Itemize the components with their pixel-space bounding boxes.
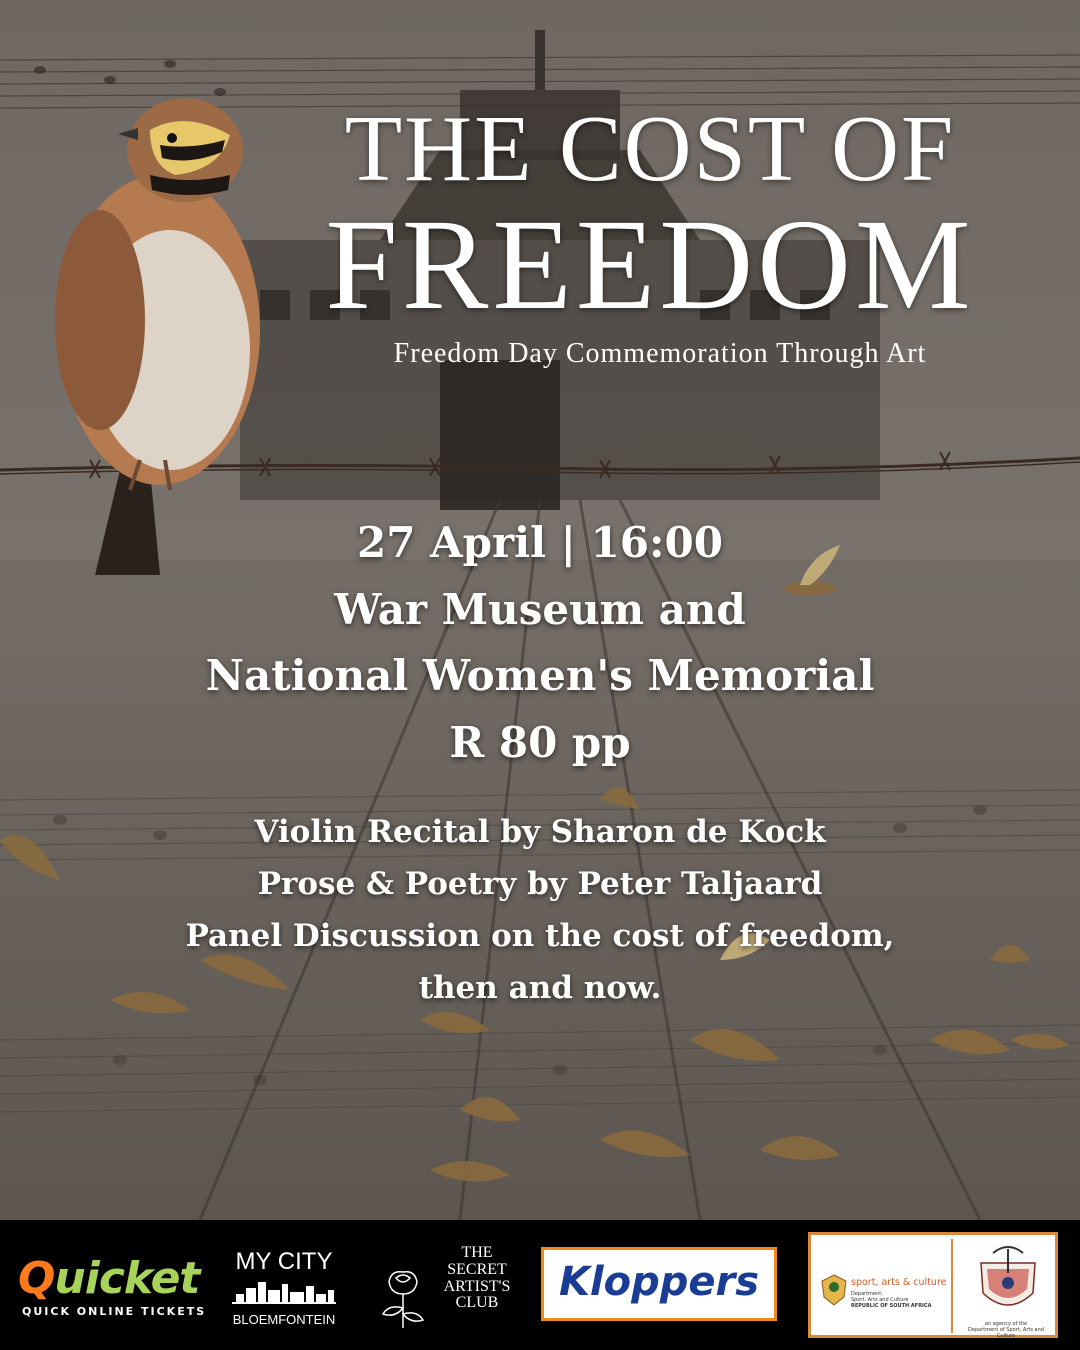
quicket-logo-q: Q xyxy=(18,1253,55,1304)
event-datetime: 27 April | 16:00 xyxy=(357,518,723,567)
kloppers-logo-text: Kloppers xyxy=(558,1259,760,1305)
skyline-icon xyxy=(232,1278,336,1312)
dsac-logo-panel xyxy=(808,1232,1058,1338)
event-venue-line-2: National Women's Memorial xyxy=(205,651,875,700)
dsac-department xyxy=(851,1291,951,1309)
sac-line: SECRET xyxy=(447,1260,507,1278)
dsac-sub-line: REPUBLIC OF SOUTH AFRICA xyxy=(851,1303,932,1309)
dsac-agency-line: an agency of the xyxy=(984,1321,1028,1327)
quicket-logo-text: uicket xyxy=(54,1253,200,1304)
event-price: R 80 pp xyxy=(449,718,631,767)
program-item: Violin Recital by Sharon de Kock xyxy=(254,814,826,850)
coat-of-arms-icon xyxy=(819,1273,849,1307)
rose-icon xyxy=(368,1252,438,1332)
mycity-logo-sub: BLOEMFONTEIN xyxy=(232,1312,336,1327)
dsac-sub-line: Department: xyxy=(851,1291,883,1297)
event-venue-line-1: War Museum and xyxy=(334,585,746,634)
secret-artists-club-logo xyxy=(436,1245,518,1312)
title-line-1: THE COST OF xyxy=(344,97,956,201)
quicket-tagline: QUICK ONLINE TICKETS xyxy=(22,1305,207,1318)
sac-line: CLUB xyxy=(455,1294,499,1312)
dsac-name: sport, arts & culture xyxy=(851,1277,947,1288)
sac-line: THE xyxy=(461,1244,493,1261)
dsac-agency-line: Department of Sport, Arts and Culture xyxy=(968,1327,1044,1339)
program-item: Prose & Poetry by Peter Taljaard xyxy=(257,866,823,902)
dsac-sub-line: Sport, Arts and Culture xyxy=(851,1297,909,1303)
quicket-logo xyxy=(18,1253,199,1304)
program-item: Panel Discussion on the cost of freedom, xyxy=(185,918,895,954)
title-line-2: FREEDOM xyxy=(325,193,975,337)
divider xyxy=(951,1239,953,1333)
dsac-agency xyxy=(961,1321,1051,1339)
crest-icon xyxy=(973,1243,1043,1319)
subtitle: Freedom Day Commemoration Through Art xyxy=(393,338,927,369)
kloppers-logo xyxy=(541,1247,777,1321)
sac-line: ARTIST'S xyxy=(443,1277,511,1295)
mycity-logo-text: MY CITY xyxy=(235,1248,333,1275)
program-item: then and now. xyxy=(418,970,662,1006)
